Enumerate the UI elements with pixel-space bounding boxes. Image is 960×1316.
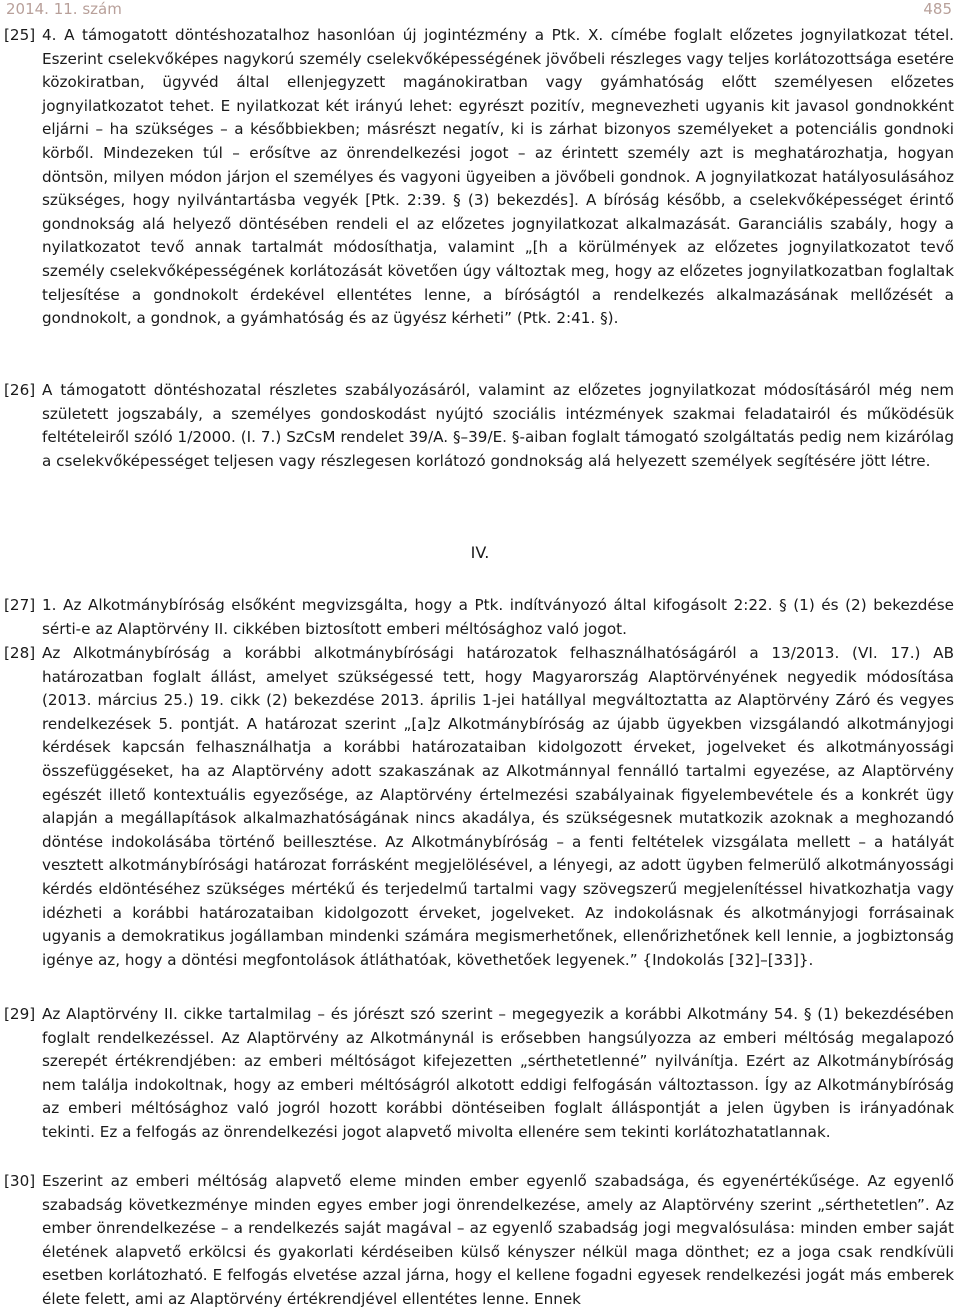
paragraph-text: Az Alkotmánybíróság a korábbi alkotmánybírósági határozatok felhasználhatóságáról a 13/2013. (VI. 17.) AB határozatban foglalt állást, amelyet szükségessé tett, hogy Magyarország Alaptörvényének negyedik módosítása (2013. március 25.) 19. cikk (2) bekezdése 2013. április 1-jei hatállyal megváltoztatta az Alaptörvény Záró és vegyes rendelkezések 5. pontját. A határozat szerint „[a]z Alkotmánybíróság az újabb ügyekben vizsgálandó alkotmányjogi kérdések kapcsán felhasználhatja a korábbi határozataiban kidolgozott érveket, jogelveket és alkotmányossági összefüggéseket, ha az Alaptörvény adott szakaszának az Alkotmánnyal fennálló tartalmi egyezése, az Alaptörvény egészét illető kontextuális egyezősége, az Alaptörvény értelmezési szabályainak figyelembevétele és a konkrét ügy alapján a megállapítások alkalmazhatóságának nincs akadálya, és szükségesnek mutatkozik azoknak a meghozandó döntése indokolásába történő beillesztése. Az Alkotmánybíróság – a fenti feltételek vizsgálata mellett – a hatályát vesztett alkotmánybírósági határozat forrásként megjelölésével, a lényegi, az adott ügyben felmerülő alkotmányossági kérdés eldöntéséhez szükséges mértékű és terjedelmű tartalmi vagy szövegszerű megjelenítéssel hivatkozhatja vagy idézheti a korábbi határozataiban kidolgozott érveket, jogelveket. Az indokolásnak és alkotmányjogi forrásainak ugyanis a demokratikus jogállamban mindenki számára megismerhetőnek, ellenőrizhetőnek kell lennie, a jogbiztonság igénye az, hogy a döntési megfontolások átláthatóak, követhetőek legyenek.” {Indokolás [32]–[33]}.	[42, 644, 954, 969]
paragraph-27	[0, 594, 960, 641]
paragraph-number: [29]	[4, 1005, 36, 1023]
page-number: 485	[923, 0, 952, 18]
paragraph-text: Eszerint az emberi méltóság alapvető eleme minden ember egyenlő szabadsága, és egyenértékűsége. Az egyenlő szabadság következménye minden egyes ember jogi önrendelkezése, amely az Alaptörvény szerint „sérthetetlen”. Az ember önrendelkezése – a rendelkezés saját magával – az egyenlő szabadság jogi megvalósulása: minden ember saját életének alapvető erkölcsi és gyakorlati kérdéseiben külső kényszer nélkül maga dönthet; ez a joga csak rendkívüli esetben korlátozható. E felfogás elvetése azzal járna, hogy el kellene fogadni egyesek rendelkezési jogát más emberek élete felett, ami az Alaptörvény értékrendjével ellentétes lenne. Ennek	[42, 1172, 954, 1308]
paragraph-number: [25]	[4, 26, 36, 44]
paragraph-text: Az Alaptörvény II. cikke tartalmilag – és jórészt szó szerint – megegyezik a korábbi Alkotmány 54. § (1) bekezdésében foglalt rendelkezéssel. Az Alaptörvény az Alkotmánynál is erősebben hangsúlyozza az emberi méltóság megalapozó szerepét értékrendjében: az emberi méltóságot kifejezetten „sérthetetlenné” nyilvánítja. Ezért az Alkotmánybíróság nem találja indokoltnak, hogy az emberi méltóságról alkotott eddigi felfogásán változtasson. Így az Alkotmánybíróság az emberi méltósághoz való jogról hozott korábbi döntéseiben foglalt álláspontját a jelen ügyben is irányadónak tekinti. Ez a felfogás az önrendelkezési jogot alapvető mivolta ellenére sem tekinti korlátozhatatlannak.	[42, 1005, 954, 1141]
paragraph-25	[0, 24, 960, 331]
paragraph-30	[0, 1170, 960, 1312]
paragraph-number: [30]	[4, 1172, 36, 1190]
paragraph-26	[0, 379, 960, 473]
issue-date: 2014. 11. szám	[6, 0, 122, 18]
paragraph-number: [27]	[4, 596, 36, 614]
running-header	[0, 0, 960, 26]
paragraph-text: 1. Az Alkotmánybíróság elsőként megvizsgálta, hogy a Ptk. indítványozó által kifogásolt 2:22. § (1) és (2) bekezdése sérti-e az Alaptörvény II. cikkében biztosított emberi méltósághoz való jogot.	[42, 596, 954, 638]
paragraph-text: A támogatott döntéshozatal részletes szabályozásáról, valamint az előzetes jognyilatkozat módosításáról még nem született jogszabály, a személyes gondoskodást nyújtó szociális intézmények szakmai feladatairól és működésük feltételeiről szóló 1/2000. (I. 7.) SzCsM rendelet 39/A. §–39/E. §-aiban foglalt támogató szolgáltatás pedig nem kizárólag a cselekvőképességet teljesen vagy részlegesen korlátozó gondnokság alá helyezett személyek segítésére jött létre.	[42, 381, 954, 470]
paragraph-number: [28]	[4, 644, 36, 662]
paragraph-number: [26]	[4, 381, 36, 399]
paragraph-29	[0, 1003, 960, 1145]
paragraph-28	[0, 642, 960, 972]
section-heading: IV.	[470, 543, 490, 562]
paragraph-text: 4. A támogatott döntéshozatalhoz hasonlóan új jogintézmény a Ptk. X. címébe foglalt előzetes jognyilatkozat tétel. Eszerint cselekvőképes nagykorú személy cselekvőképességének jövőbeli részleges vagy teljes korlátozottsága esetére közokiratban, ügyvéd által ellenjegyzett magánokiratban vagy gyámhatóság előtt személyesen előzetes jognyilatkozatot tehet. E nyilatkozat két irányú lehet: egyrészt pozitív, megnevezheti ugyanis kit javasol gondnokként eljárni – ha szükséges – a későbbiekben; másrészt negatív, ki is zárhat bizonyos személyeket a potenciális gondnoki körből. Mindezeken túl – erősítve az önrendelkezési jogot – az érintett személy azt is meghatározhatja, hogyan döntsön, milyen módon járjon el személyes és vagyoni ügyeiben a jövőbeli gondnok. A jognyilatkozat hatályosulásához szükséges, hogy nyilvántartásba vegyék [Ptk. 2:39. § (3) bekezdés]. A bíróság később, a cselekvőképességet érintő gondnokság alá helyező döntésében rendeli el az előzetes jognyilatkozat alkalmazását. Garanciális szabály, hogy a nyilatkozatot tevő annak tartalmát módosíthatja, valamint „[h a körülmények az előzetes jognyilatkozatot tevő személy cselekvőképességének korlátozását követően úgy változtak meg, hogy az előzetes jognyilatkozatban foglaltak teljesítése a gondnokolt érdekével ellentétes lenne, a bíróságtól a rendelkezés alkalmazásának mellőzését a gondnokolt, a gondnok, a gyámhatóság és az ügyész kérheti” (Ptk. 2:41. §).	[42, 26, 954, 328]
